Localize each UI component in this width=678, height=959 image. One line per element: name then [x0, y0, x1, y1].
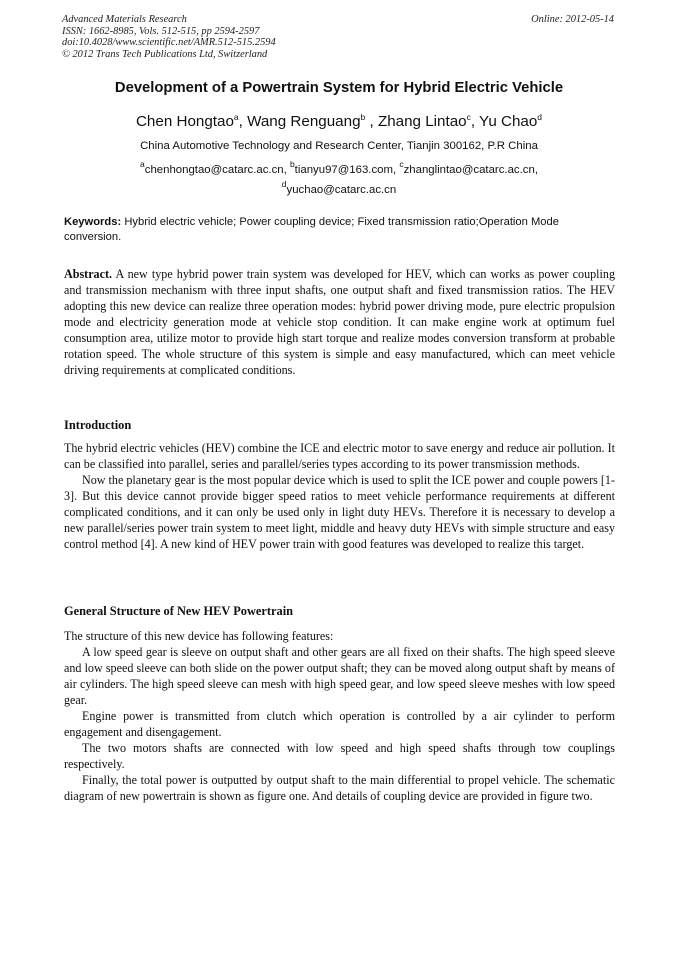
email-line [0, 179, 678, 196]
paragraph: Engine power is transmitted from clutch which operation is controlled by a air cylinder to perform engagement and disengagement. [64, 709, 615, 739]
email-address[interactable]: chenhongtao@catarc.ac.cn, [144, 164, 287, 176]
email-address[interactable]: tianyu97@163.com, [294, 164, 397, 176]
doi-line: doi:10.4028/www.scientific.net/AMR.512-515.2594 [62, 37, 276, 49]
author-sup: d [537, 112, 543, 122]
journal-header [62, 14, 276, 60]
email-sup: d [281, 179, 287, 189]
affiliation: China Automotive Technology and Research Center, Tianjin 300162, P.R China [140, 140, 538, 152]
paragraph: Now the planetary gear is the most popular device which is used to split the ICE power and couple powers [1-3]. But this device cannot provide bigger speed ratios to meet vehicle performance requirements at different complicated conditions, and it can only be used only in light duty HEVs. Therefore it is necessary to develop a new parallel/series power train system to meet light, middle and heavy duty HEVs with simple structure and easy control method [4]. A new kind of HEV power train with good features was developed to realize this target. [64, 473, 615, 551]
keywords-label: Keywords: [64, 216, 122, 228]
keywords [64, 215, 616, 245]
author-name: Zhang Lintao [377, 113, 467, 130]
paragraph: A low speed gear is sleeve on output shaft and other gears are all fixed on their shafts. The high speed sleeve and low speed sleeve can both slide on the power output shaft; they can be moved along output shaft by means of air cylinders. The high speed sleeve can mesh with high speed gear, and low speed sleeve meshes with low speed gear. [64, 645, 615, 707]
abstract-text: A new type hybrid power train system was developed for HEV, which can works as power coupling and transmission mechanism with three input shafts, one output shaft and fixed transmission ratios. The HEV adopting this new device can realize three operation modes: hybrid power driving mode, pure electric propulsion mode and electricity generation mode at vehicle stop condition. It can make engine work at optimum fuel consumption area, utilize motor to provide high start torque and realize modes conversion transform at probable rotation speed. The whole structure of this system is simple and easy manufactured, which can meet vehicle driving requirements at complicated conditions. [64, 267, 615, 377]
paragraph: Finally, the total power is outputted by output shaft to the main differential to propel vehicle. The schematic diagram of new powertrain is shown as figure one. And details of coupling device are provided in figure two. [64, 773, 615, 803]
author-name: Wang Renguang [247, 113, 361, 130]
email-address[interactable]: yuchao@catarc.ac.cn [286, 184, 397, 196]
journal-name: Advanced Materials Research [62, 14, 187, 25]
email-line [0, 159, 678, 176]
section-heading-general-structure: General Structure of New HEV Powertrain [64, 604, 294, 618]
paragraph: The two motors shafts are connected with low speed and high speed shafts through tow couplings respectively. [64, 741, 615, 771]
email-address[interactable]: zhanglintao@catarc.ac.cn, [403, 164, 538, 176]
author-sup: b [360, 112, 366, 122]
author-sup: a [233, 112, 239, 122]
email-sup: b [289, 159, 295, 169]
copyright-line: © 2012 Trans Tech Publications Ltd, Switzerland [62, 48, 268, 60]
general-structure-body [64, 628, 615, 804]
abstract-label: Abstract. [64, 267, 113, 281]
paper-title: Development of a Powertrain System for Hybrid Electric Vehicle [114, 80, 564, 96]
abstract [64, 266, 615, 378]
author-name: Yu Chao [479, 113, 538, 130]
email-sup: c [399, 159, 404, 169]
introduction-body [64, 440, 615, 552]
online-date: Online: 2012-05-14 [531, 14, 614, 25]
author-sup: c [466, 112, 471, 122]
paragraph: The structure of this new device has following features: [64, 629, 334, 643]
email-sup: a [140, 159, 145, 169]
issn-line: ISSN: 1662-8985, Vols. 512-515, pp 2594-2597 [62, 25, 260, 37]
author-name: Chen Hongtao [135, 113, 234, 130]
keywords-text: Hybrid electric vehicle; Power coupling device; Fixed transmission ratio;Operation Mode conversion. [64, 216, 559, 243]
section-heading-introduction: Introduction [64, 418, 132, 432]
paragraph: The hybrid electric vehicles (HEV) combine the ICE and electric motor to save energy and reduce air pollution. It can be classified into parallel, series and parallel/series types according to its power transmission methods. [64, 441, 615, 471]
author-list: Chen Hongtao$^a$, Wang Renguang$^b$ , Zhang Lintao$^c$, Yu Chao$^d$ [135, 112, 543, 130]
